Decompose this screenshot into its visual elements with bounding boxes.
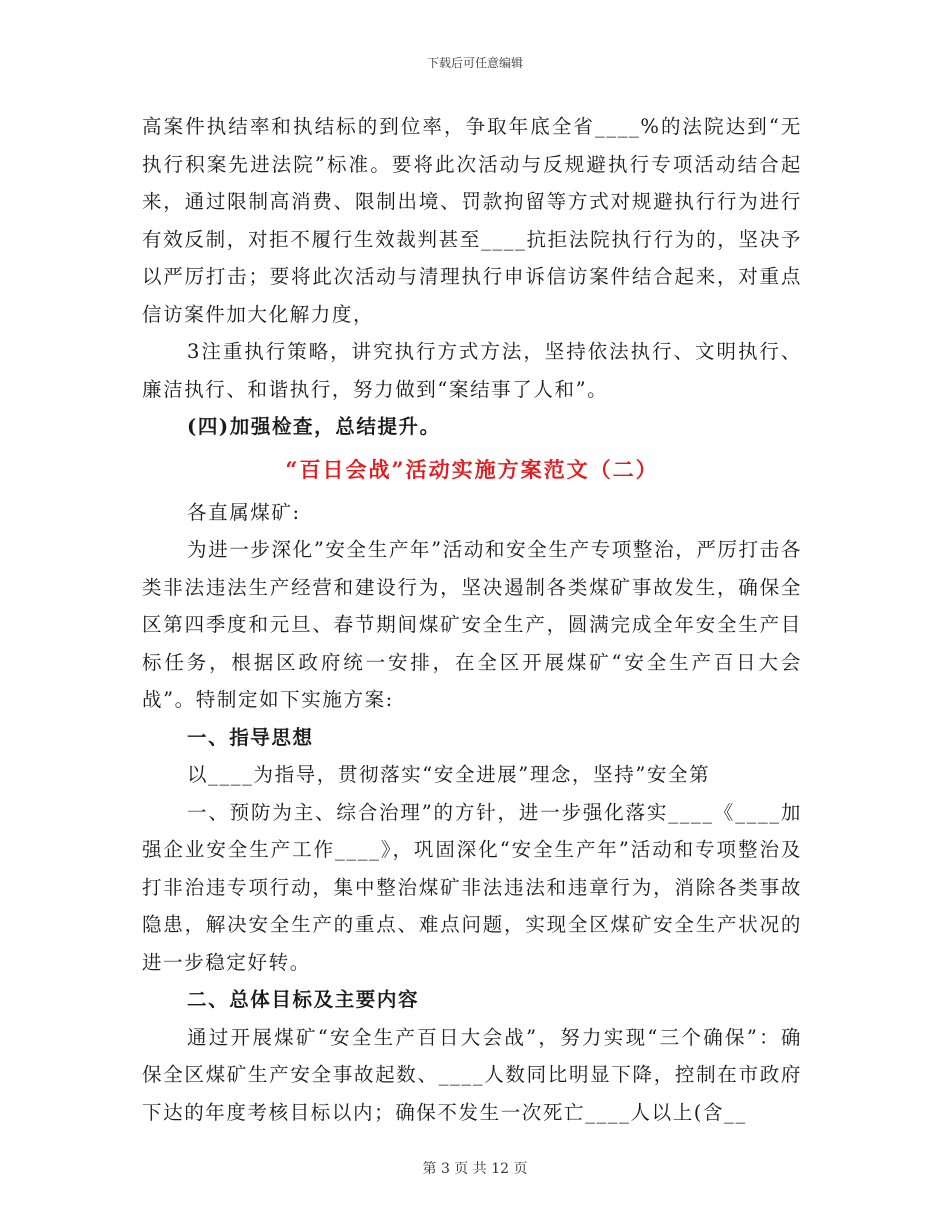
page-footer: 第 3 页 共 12 页	[422, 1161, 528, 1177]
document-body	[142, 108, 802, 1131]
paragraph-execution-rate: 高案件执结率和执结标的到位率，争取年底全省____%的法院达到“无执行积案先进法院”标准。要将此次活动与反规避执行专项活动结合起来，通过限制高消费、限制出境、罚款拘留等方式对规避执行行为进行有效反制，对拒不履行生效裁判甚至____抗拒法院执行行为的，坚决予以严厉打击；要将此次活动与清理执行申诉信访案件结合起来，对重点信访案件加大化解力度，	[142, 115, 802, 326]
section-heading-four: (四)加强检查，总结提升。	[187, 415, 441, 438]
paragraph-intro: 为进一步深化”安全生产年”活动和安全生产专项整治，严厉打击各类非法违法生产经营和建设行为，坚决遏制各类煤矿事故发生，确保全区第四季度和元旦、春节期间煤矿安全生产，圆满完成全年安全生产目标任务，根据区政府统一安排，在全区开展煤矿“安全生产百日大会战”。特制定如下实施方案:	[142, 538, 802, 711]
guide-line-1: 以____为指导，贯彻落实“安全进展”理念，坚持”安全第	[187, 763, 711, 786]
paragraph-execution-strategy: 3注重执行策略，讲究执行方式方法，坚持依法执行、文明执行、廉洁执行、和谐执行，努力做到“案结事了人和”。	[142, 340, 802, 401]
guide-line-2: 一、预防为主、综合治理”的方针，进一步强化落实____《____加强企业安全生产工作____》，巩固深化“安全生产年”活动和专项整治及打非治违专项行动，集中整治煤矿非法违法和违章行为，消除各类事故隐患，解决安全生产的重点、难点问题，实现全区煤矿安全生产状况的进一步稳定好转。	[142, 800, 802, 974]
heading-guiding-thought: 一、指导思想	[187, 725, 314, 749]
document-title: “百日会战”活动实施方案范文（二）	[285, 456, 659, 482]
page-header: 下载后可任意编辑	[426, 56, 523, 70]
salutation: 各直属煤矿:	[187, 500, 301, 524]
paragraph-goals: 通过开展煤矿“安全生产百日大会战”，努力实现“三个确保”：确保全区煤矿生产安全事故起数、____人数同比明显下降，控制在市政府下达的年度考核目标以内；确保不发生一次死亡____人以上(含__	[142, 1025, 802, 1124]
heading-overall-goals: 二、总体目标及主要内容	[187, 988, 420, 1011]
